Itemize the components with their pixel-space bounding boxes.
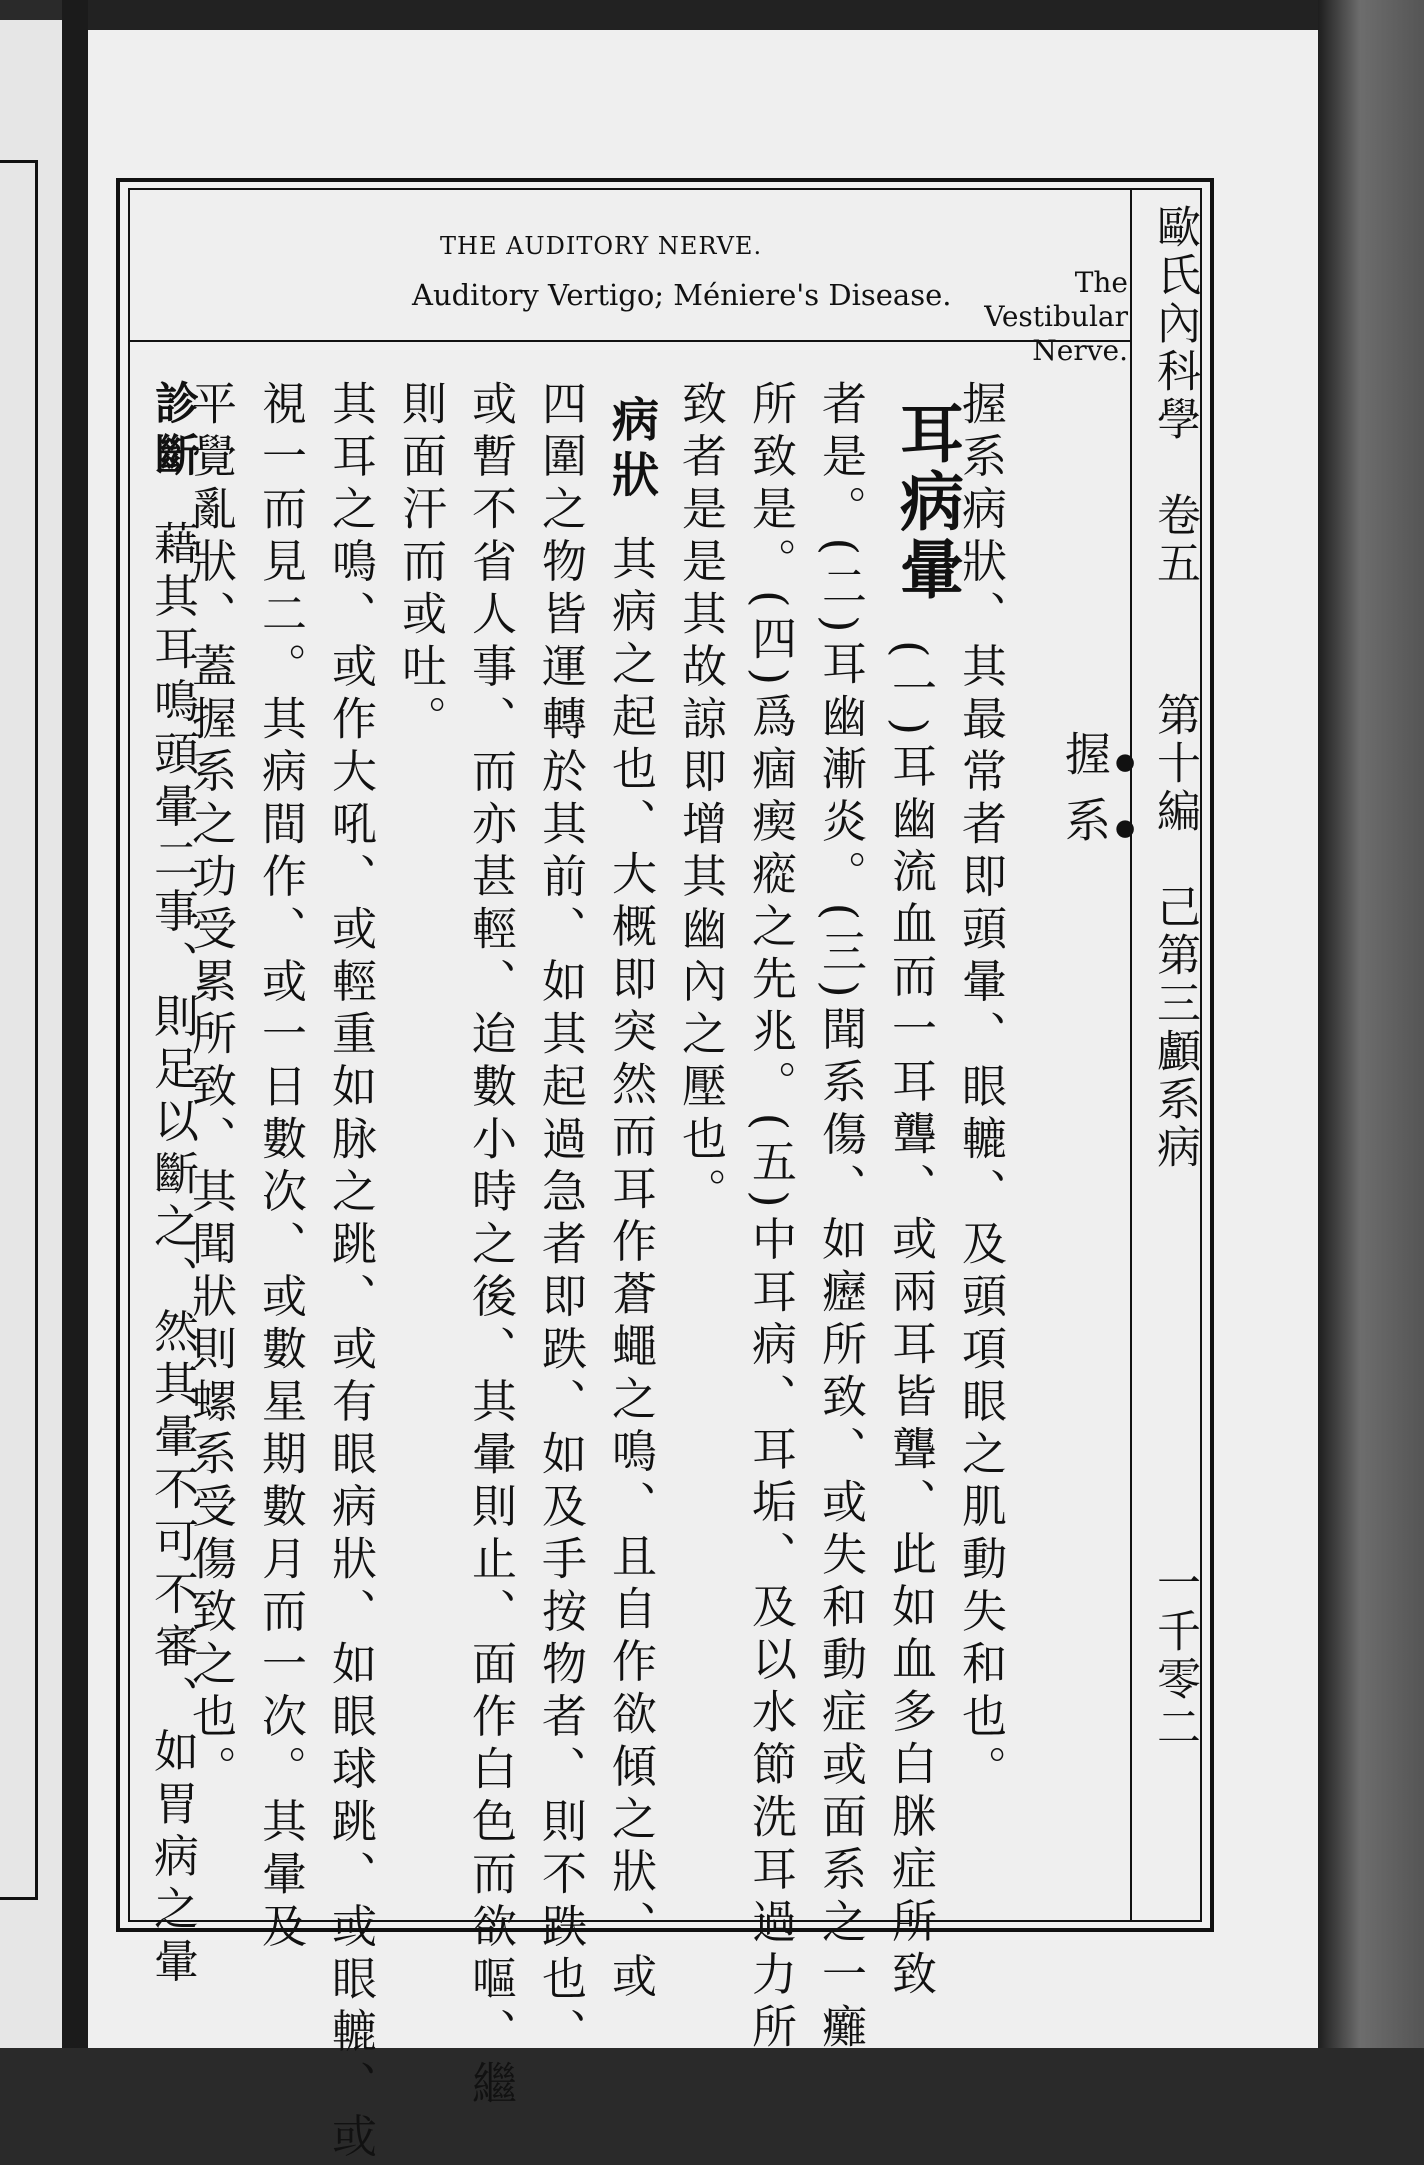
- text-column-12: 平覺亂狀、蓋握系之功受累所致、其聞狀則螺系受傷致之也。: [184, 380, 237, 1798]
- text-column-4: 所致是。(四)爲痼瘈瘲之先兆。(五)中耳病、耳垢、及以水節洗耳過力所: [744, 380, 797, 2056]
- text-column-5: 致者是是其故諒即增其幽內之壓也。: [674, 380, 727, 1220]
- chapter-heading: 第十編 己第三顱系病: [1149, 692, 1200, 1172]
- text-column-9: 則面汗而或吐。: [394, 380, 447, 748]
- english-side-line1: The Vestibular: [984, 266, 1128, 333]
- english-subtitle: Auditory Vertigo; Méniere's Disease.: [412, 278, 952, 312]
- english-side-heading: [928, 266, 1128, 368]
- margin-term: 握系: [1058, 730, 1112, 862]
- text-column-8: 或暫不省人事、而亦甚輕、迨數小時之後、其暈則止、面作白色而欲嘔、繼: [464, 380, 517, 2113]
- section-heading-ear-vertigo: 耳病暈: [889, 400, 964, 604]
- text-column-13: 藉其耳鳴頭暈二事、則足以斷之、然其暈不可不審、如胃病之暈: [146, 520, 199, 1990]
- running-header-rule: [1130, 190, 1132, 1920]
- book-title: 歐氏內科學 卷五: [1149, 204, 1200, 588]
- top-shadow: [88, 0, 1328, 32]
- text-column-10: 其耳之鳴、或作大吼、或輕重如脉之跳、或有眼病狀、如眼球跳、或眼轆、或: [324, 380, 377, 2165]
- page-number: 一千零二: [1149, 1560, 1200, 1752]
- english-side-line2: Nerve.: [1032, 334, 1128, 367]
- text-column-6: 其病之起也、大概即突然而耳作蒼蠅之鳴、且自作欲傾之狀、或: [604, 535, 657, 2005]
- adjacent-page-frame: [0, 160, 38, 1900]
- text-column-3: 者是。(二)耳幽漸炎。(三)聞系傷、如癧所致、或失和動症或面系之一癱: [814, 380, 867, 2056]
- section-heading-symptoms: 病狀: [604, 395, 659, 505]
- page-edge: [1318, 0, 1424, 2048]
- text-column-1: 握系病狀、其最常者即頭暈、眼轆、及頭項眼之肌動失和也。: [954, 380, 1007, 1798]
- adjacent-left-page: [0, 20, 70, 2048]
- text-column-2: (一)耳幽流血而一耳聾、或兩耳皆聾、此如血多白脒症所致: [884, 640, 937, 2003]
- section-heading-diagnosis: 診斷: [147, 380, 198, 484]
- text-column-11: 視一而見二。其病間作、或一日數次、或數星期數月而一次。其暈及: [254, 380, 307, 1955]
- english-title: THE AUDITORY NERVE.: [440, 232, 763, 260]
- text-column-7: 四圍之物皆運轉於其前、如其起過急者即跌、如及手按物者、則不跌也、: [534, 380, 587, 2060]
